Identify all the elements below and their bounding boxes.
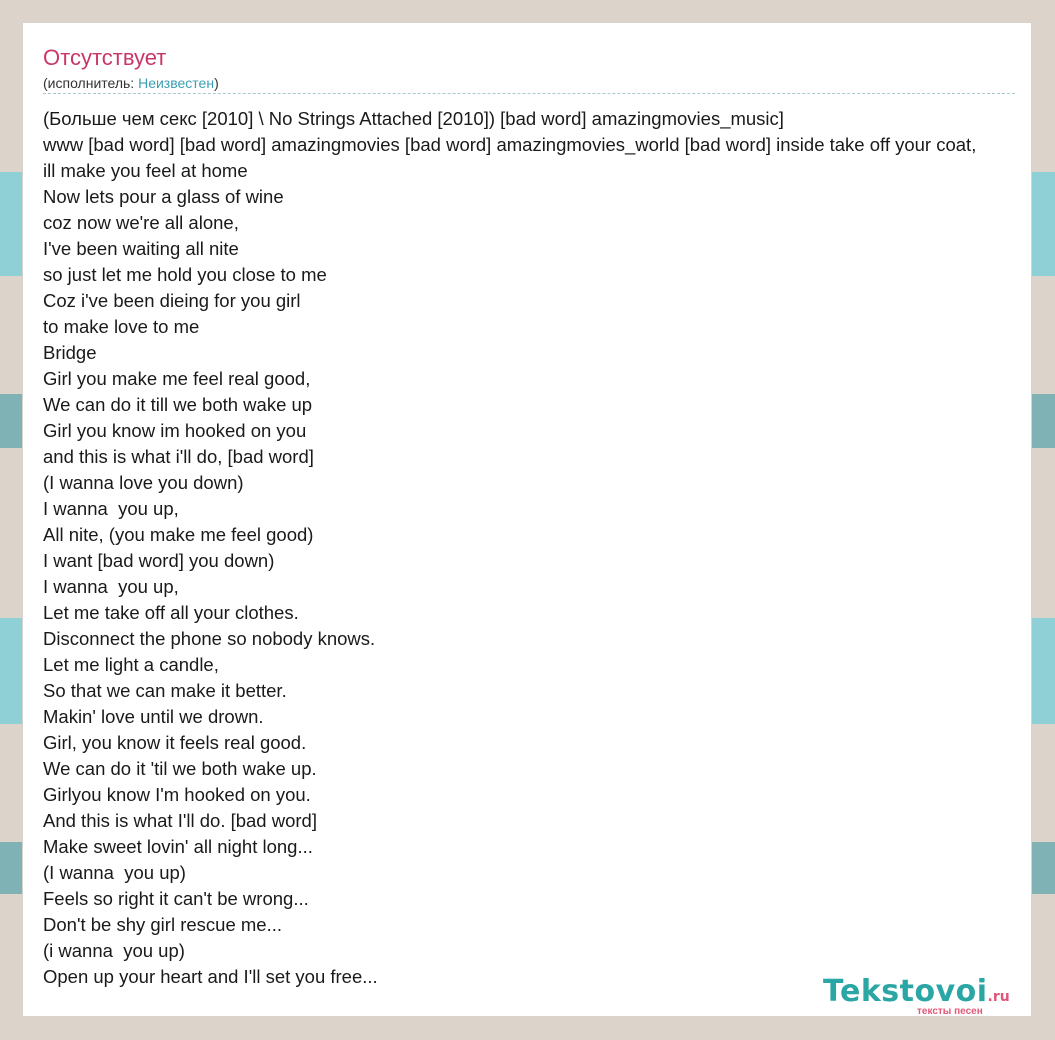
lyric-line: to make love to me (43, 316, 200, 337)
lyrics-text (43, 106, 976, 990)
lyric-line: Girl you know im hooked on you (43, 420, 307, 441)
lyric-line: Now lets pour a glass of wine (43, 186, 284, 207)
lyric-line: I've been waiting all nite (43, 238, 239, 259)
lyric-line: And this is what I'll do. [bad word] (43, 810, 317, 831)
song-title: Отсутствует (43, 45, 167, 70)
logo-subtitle: тексты песен (917, 1006, 983, 1017)
lyric-line: (I wanna you up) (43, 862, 186, 883)
lyric-line: Girl you make me feel real good, (43, 368, 311, 389)
logo-tld: .ru (987, 989, 1010, 1005)
lyric-line: www [bad word] [bad word] amazingmovies [bad word] amazingmovies_world [bad word] inside take off your coat, (43, 134, 977, 155)
lyric-line: Don't be shy girl rescue me... (43, 914, 282, 935)
artist-prefix: (исполнитель: (43, 75, 139, 91)
lyric-line: (I wanna love you down) (43, 472, 244, 493)
lyric-line: Feels so right it can't be wrong... (43, 888, 309, 909)
lyric-line: (Больше чем секс [2010] \ No Strings Attached [2010]) [bad word] amazingmovies_music] (43, 108, 784, 129)
dashed-divider (43, 93, 1015, 94)
lyric-line: Let me light a candle, (43, 654, 219, 675)
lyric-line: Let me take off all your clothes. (43, 602, 299, 623)
lyric-line: Disconnect the phone so nobody knows. (43, 628, 376, 649)
lyric-line: Makin' love until we drown. (43, 706, 264, 727)
lyric-line: We can do it 'til we both wake up. (43, 758, 317, 779)
lyric-line: I wanna you up, (43, 498, 179, 519)
lyric-line: So that we can make it better. (43, 680, 287, 701)
lyric-line: coz now we're all alone, (43, 212, 239, 233)
lyric-line: We can do it till we both wake up (43, 394, 313, 415)
lyric-line: Girlyou know I'm hooked on you. (43, 784, 311, 805)
lyric-line: ill make you feel at home (43, 160, 248, 181)
logo-main-text: Tekstovoi (823, 974, 988, 1009)
lyric-line: I want [bad word] you down) (43, 550, 275, 571)
lyric-line: Make sweet lovin' all night long... (43, 836, 313, 857)
lyric-line: All nite, (you make me feel good) (43, 524, 314, 545)
lyric-line: so just let me hold you close to me (43, 264, 327, 285)
lyric-line: and this is what i'll do, [bad word] (43, 446, 314, 467)
lyric-line: Girl, you know it feels real good. (43, 732, 307, 753)
artist-link[interactable]: Неизвестен (138, 75, 215, 91)
lyrics-card (22, 22, 1032, 1017)
lyric-line: Open up your heart and I'll set you free... (43, 966, 378, 987)
artist-suffix: ) (214, 75, 219, 91)
lyric-line: Coz i've been dieing for you girl (43, 290, 301, 311)
artist-line (43, 74, 219, 92)
lyric-line: (i wanna you up) (43, 940, 185, 961)
site-logo[interactable] (823, 973, 1031, 1017)
lyric-line: Bridge (43, 342, 97, 363)
lyric-line: I wanna you up, (43, 576, 179, 597)
